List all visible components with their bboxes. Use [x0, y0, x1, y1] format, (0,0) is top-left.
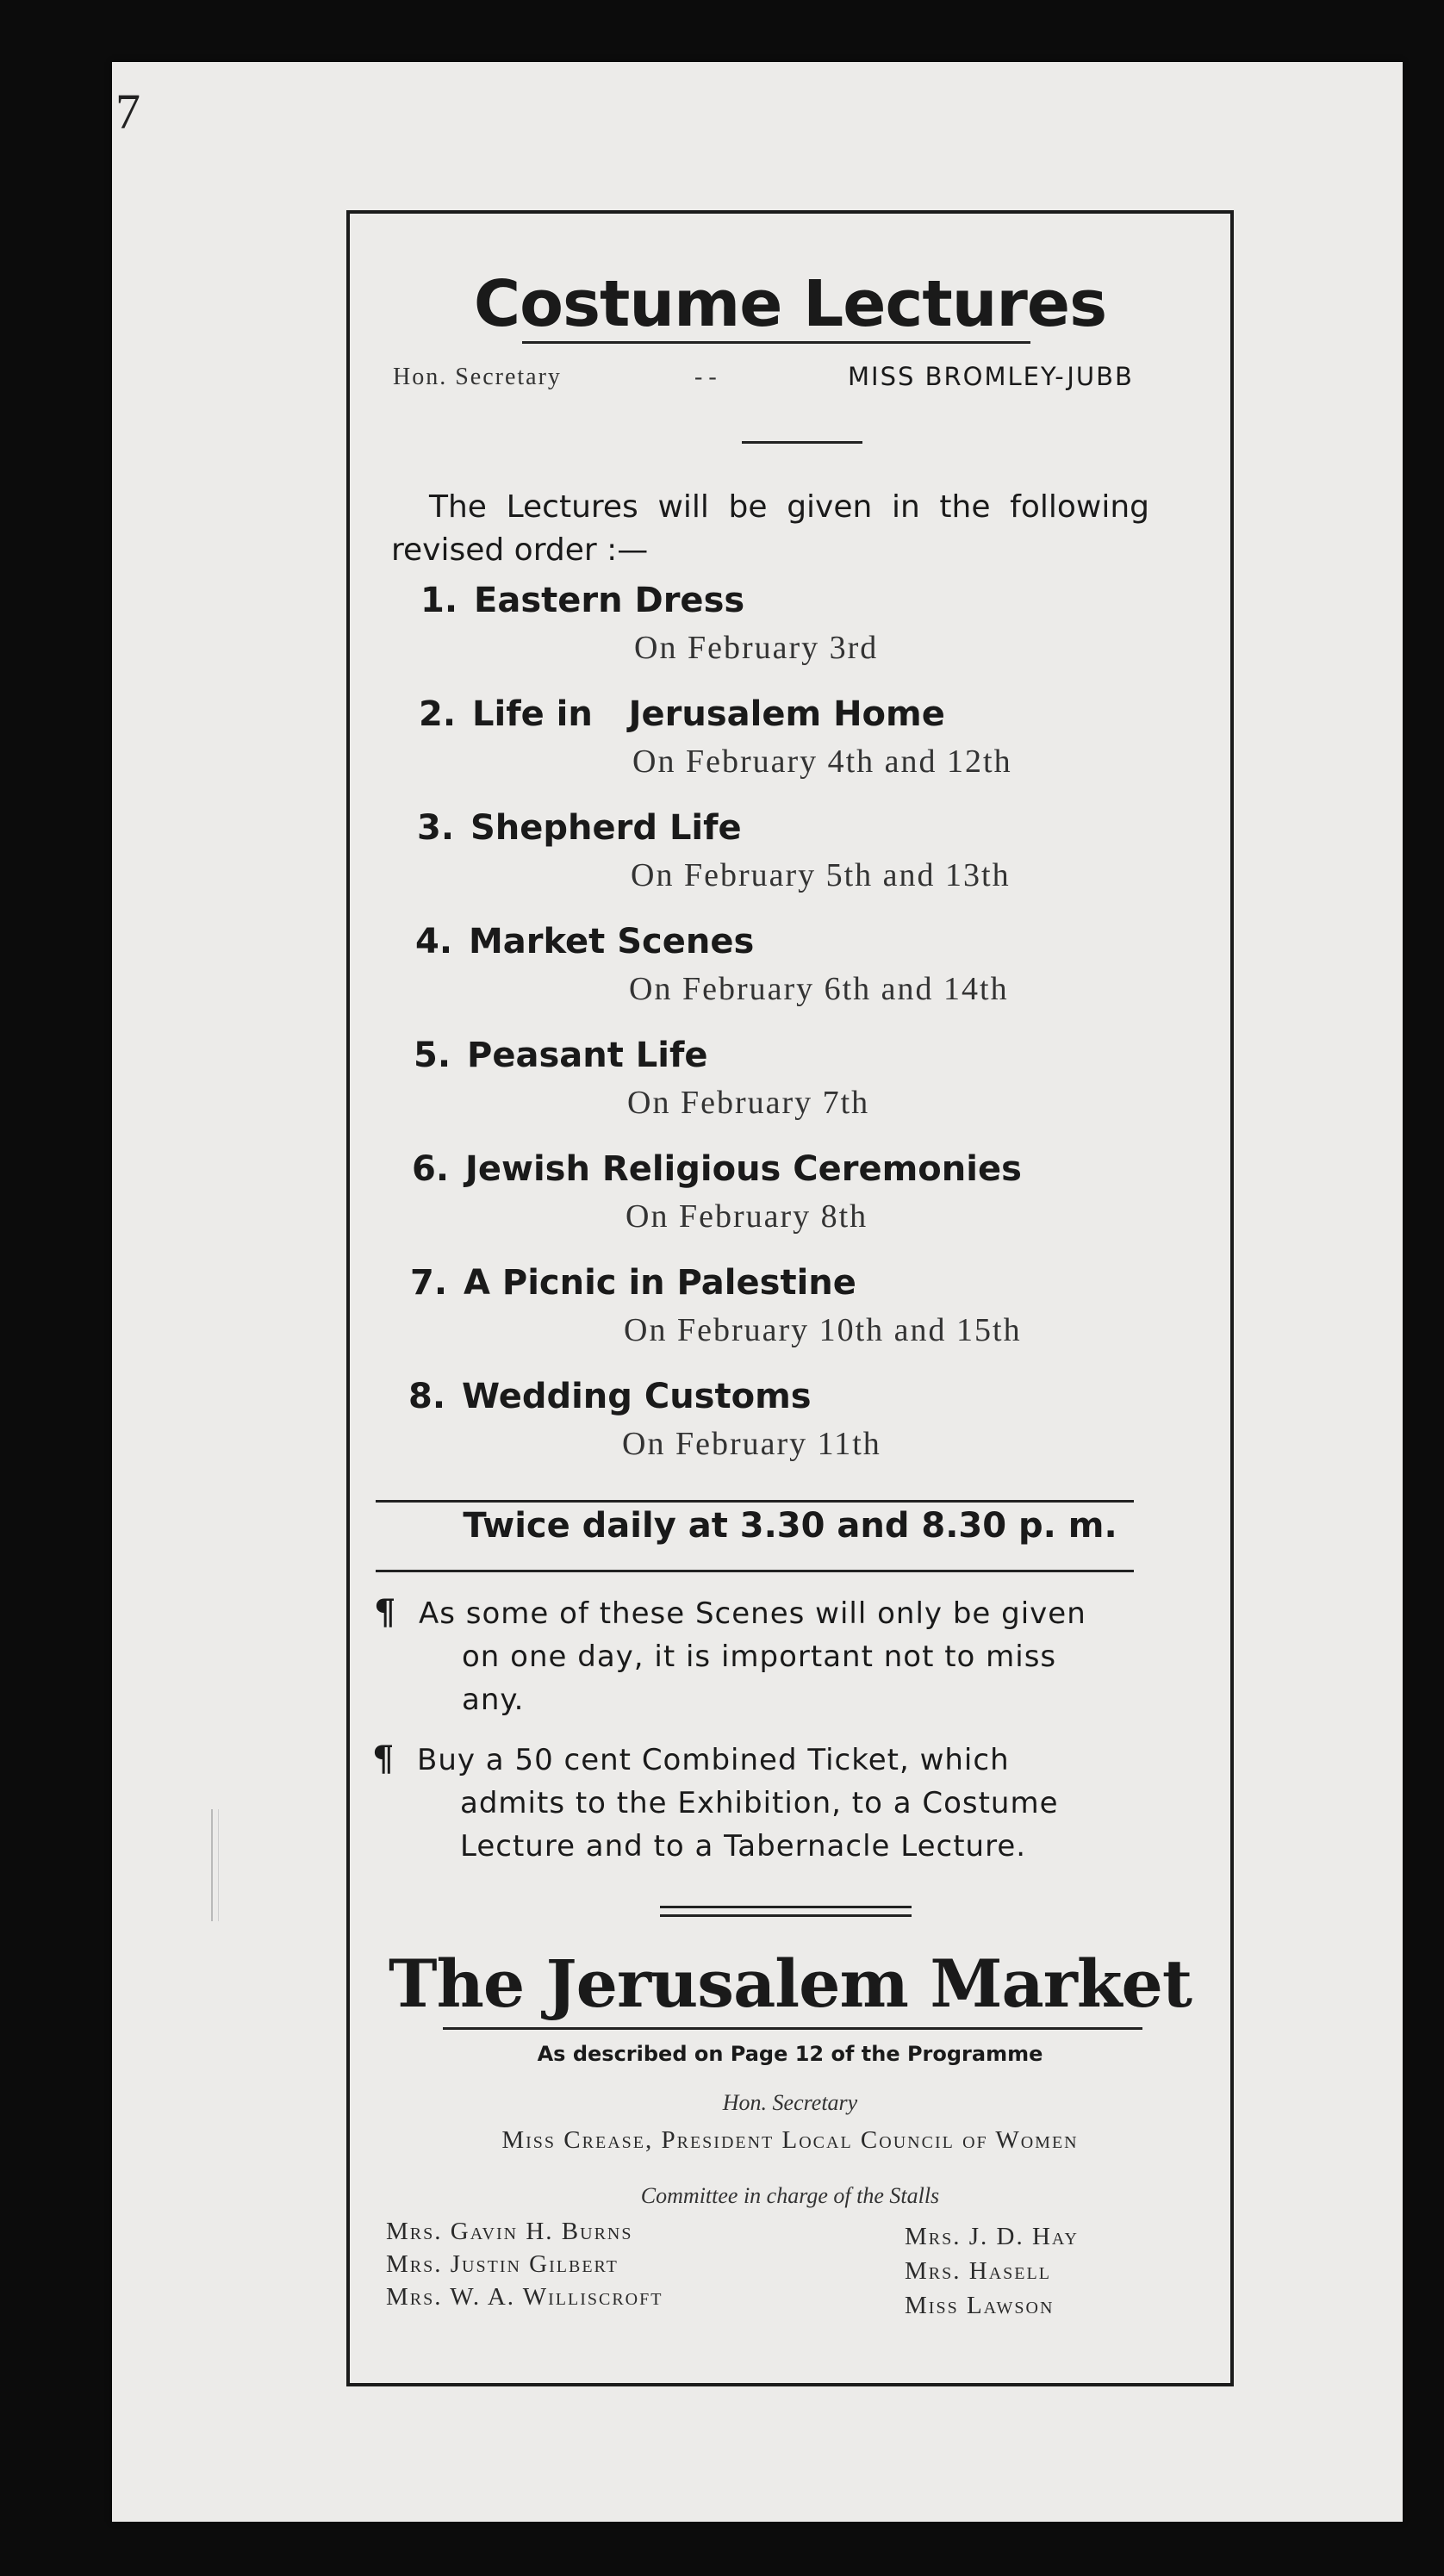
double-rule-bottom	[660, 1914, 912, 1917]
secretary-dash: - -	[694, 364, 717, 390]
times-bottom-rule	[376, 1570, 1134, 1572]
market-secretary-label: Hon. Secretary	[722, 2090, 858, 2115]
market-title: The Jerusalem Market	[389, 1945, 1192, 2022]
lecture-title: Shepherd Life	[470, 808, 742, 848]
lecture-date: On February 4th and 12th	[632, 744, 1012, 780]
lecture-number: 5.	[414, 1036, 451, 1075]
lecture-title: Jewish Religious Ceremonies	[465, 1149, 1022, 1189]
lecture-number: 7.	[410, 1263, 448, 1303]
secretary-label: Hon. Secretary	[393, 364, 562, 390]
lecture-date: On February 8th	[626, 1198, 868, 1235]
note-paragraph	[417, 1739, 1059, 1868]
committee-member: Miss Lawson	[905, 2292, 1055, 2319]
lecture-title: Market Scenes	[469, 922, 755, 961]
lecture-date: On February 5th and 13th	[631, 857, 1011, 893]
market-title-underline	[443, 2027, 1142, 2030]
committee-member: Mrs. W. A. Williscroft	[386, 2283, 663, 2311]
lecture-number: 8.	[408, 1377, 446, 1416]
page-number: 7	[115, 84, 140, 140]
lectures-intro: The Lectures will be given in the following revised order :—	[391, 489, 1149, 568]
lecture-number: 1.	[420, 581, 458, 620]
note-line: any.	[462, 1683, 525, 1717]
lecture-title: Wedding Customs	[462, 1377, 812, 1416]
note-line: As some of these Scenes will only be given	[419, 1596, 1086, 1631]
market-secretary: Miss Crease, President Local Council of Women	[501, 2126, 1079, 2154]
scan-artifact	[211, 1809, 219, 1921]
committee-member: Mrs. Gavin H. Burns	[386, 2218, 633, 2245]
lecture-title: Peasant Life	[467, 1036, 708, 1075]
title-underline	[522, 341, 1030, 344]
lecture-title: A Picnic in Palestine	[464, 1263, 856, 1303]
committee-label: Committee in charge of the Stalls	[640, 2183, 940, 2208]
lecture-number: 4.	[415, 922, 453, 961]
costume-lectures-title: Costume Lectures	[473, 267, 1107, 341]
lecture-title: Life in Jerusalem Home	[472, 694, 945, 734]
lecture-date: On February 3rd	[634, 630, 879, 666]
note-line: admits to the Exhibition, to a Costume	[460, 1786, 1059, 1820]
double-rule-top	[660, 1906, 912, 1908]
secretary-name: MISS BROMLEY-JUBB	[848, 362, 1134, 391]
times-top-rule	[376, 1500, 1134, 1503]
lecture-number: 6.	[412, 1149, 450, 1189]
lecture-date: On February 7th	[627, 1085, 870, 1121]
paragraph-mark-icon: ¶	[372, 1739, 395, 1779]
committee-member: Mrs. J. D. Hay	[905, 2223, 1079, 2250]
market-subtitle: As described on Page 12 of the Programme	[537, 2042, 1043, 2066]
section-divider	[742, 441, 862, 444]
lecture-number: 3.	[417, 808, 455, 848]
note-paragraph	[419, 1592, 1086, 1721]
lecture-number: 2.	[419, 694, 457, 734]
committee-member: Mrs. Justin Gilbert	[386, 2250, 619, 2278]
lecture-date: On February 10th and 15th	[624, 1312, 1022, 1348]
note-line: Buy a 50 cent Combined Ticket, which	[417, 1743, 1010, 1777]
lecture-times: Twice daily at 3.30 and 8.30 p. m.	[463, 1506, 1117, 1546]
lecture-title: Eastern Dress	[474, 581, 745, 620]
committee-member: Mrs. Hasell	[905, 2257, 1051, 2285]
note-line: on one day, it is important not to miss	[462, 1640, 1057, 1674]
note-line: Lecture and to a Tabernacle Lecture.	[460, 1829, 1027, 1864]
lecture-date: On February 11th	[622, 1426, 881, 1462]
program-frame	[346, 210, 1234, 2386]
lecture-date: On February 6th and 14th	[629, 971, 1009, 1007]
paragraph-mark-icon: ¶	[374, 1592, 396, 1633]
